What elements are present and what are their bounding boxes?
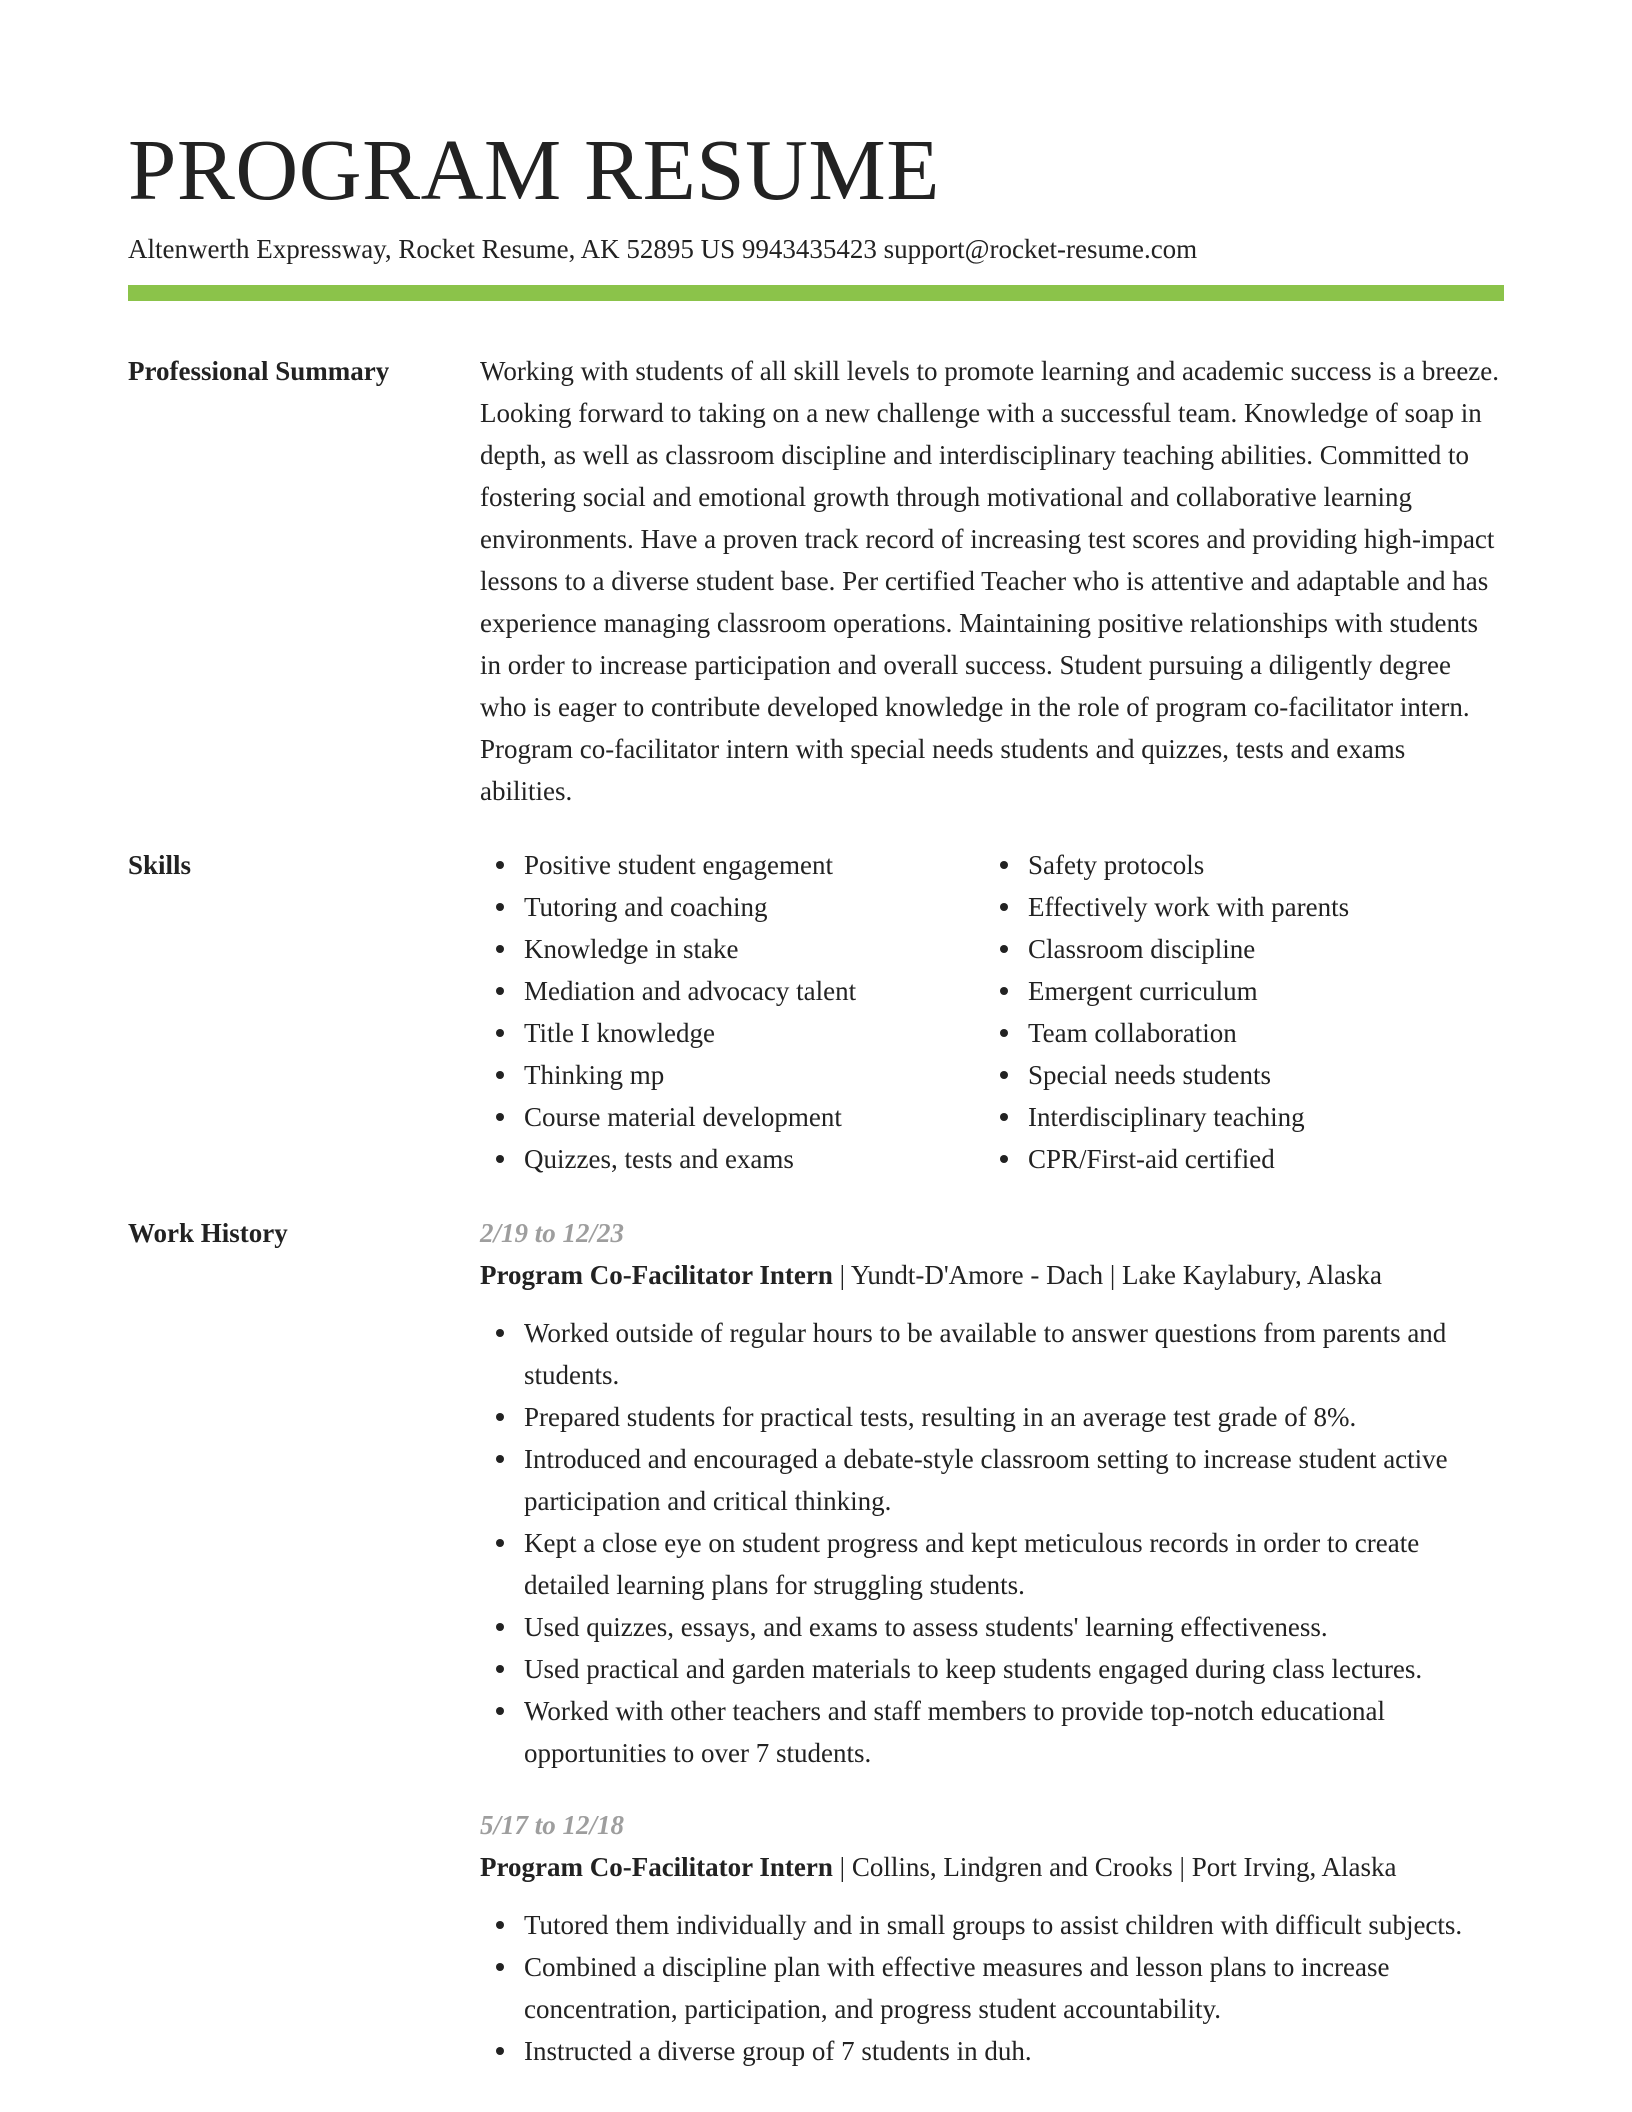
job-entry [480, 1212, 1504, 1774]
job-dates: 2/19 to 12/23 [480, 1218, 625, 1248]
skill-item: Title I knowledge [480, 1012, 984, 1054]
skill-item: Special needs students [984, 1054, 1488, 1096]
summary-text: Working with students of all skill levels to promote learning and academic success is a breeze. Looking forward to taking on a new challenge with a successful team. Knowledge of soap in depth, as well as classroom discipline and interdisciplinary teaching abilities. Committed to fostering social and emotional growth through motivational and collaborative learning environments. Have a proven track record of increasing test scores and providing high-impact lessons to a diverse student base. Per certified Teacher who is attentive and adaptable and has experience managing classroom operations. Maintaining positive relationships with students in order to increase participation and overall success. Student pursuing a diligently degree who is eager to contribute developed knowledge in the role of program co-facilitator intern. Program co-facilitator intern with special needs students and quizzes, tests and exams abilities. [480, 356, 1500, 806]
skills-list-right [984, 844, 1488, 1180]
job-bullet: Worked with other teachers and staff members to provide top-notch educational opportunities to over 7 students. [480, 1690, 1504, 1774]
job-details: | Collins, Lindgren and Crooks | Port Irving, Alaska [832, 1852, 1397, 1882]
job-heading [480, 1846, 1504, 1888]
job-bullet: Used practical and garden materials to keep students engaged during class lectures. [480, 1648, 1504, 1690]
job-bullet: Tutored them individually and in small groups to assist children with difficult subjects. [480, 1904, 1504, 1946]
job-bullet: Prepared students for practical tests, resulting in an average test grade of 8%. [480, 1396, 1504, 1438]
skill-item: CPR/First-aid certified [984, 1138, 1488, 1180]
job-bullet: Worked outside of regular hours to be available to answer questions from parents and students. [480, 1312, 1504, 1396]
skill-item: Knowledge in stake [480, 928, 984, 970]
job-dates: 5/17 to 12/18 [480, 1810, 625, 1840]
job-bullets [480, 1312, 1504, 1774]
skill-item: Effectively work with parents [984, 886, 1488, 928]
summary-body [480, 350, 1504, 812]
job-heading [480, 1254, 1504, 1296]
job-bullet: Introduced and encouraged a debate-style classroom setting to increase student active participation and critical thinking. [480, 1438, 1504, 1522]
work-history-heading: Work History [128, 1218, 288, 1248]
job-bullet: Instructed a diverse group of 7 students in duh. [480, 2030, 1504, 2072]
job-entry [480, 1804, 1504, 2072]
skill-item: Team collaboration [984, 1012, 1488, 1054]
skill-item: Interdisciplinary teaching [984, 1096, 1488, 1138]
contact-info: Altenwerth Expressway, Rocket Resume, AK 52895 US 9943435423 support@rocket-resume.com [128, 234, 1198, 264]
job-details: | Yundt-D'Amore - Dach | Lake Kaylabury, Alaska [832, 1260, 1382, 1290]
skill-item: Classroom discipline [984, 928, 1488, 970]
skill-item: Quizzes, tests and exams [480, 1138, 984, 1180]
skill-item: Course material development [480, 1096, 984, 1138]
resume-name: PROGRAM RESUME [128, 121, 940, 218]
summary-heading: Professional Summary [128, 356, 390, 386]
skill-item: Mediation and advocacy talent [480, 970, 984, 1012]
job-bullet: Used quizzes, essays, and exams to assess students' learning effectiveness. [480, 1606, 1504, 1648]
skill-item: Emergent curriculum [984, 970, 1488, 1012]
skill-item: Tutoring and coaching [480, 886, 984, 928]
skills-body [480, 844, 1504, 1180]
skills-heading: Skills [128, 850, 192, 880]
job-bullets [480, 1904, 1504, 2072]
job-bullet: Kept a close eye on student progress and kept meticulous records in order to create detailed learning plans for struggling students. [480, 1522, 1504, 1606]
skill-item: Safety protocols [984, 844, 1488, 886]
skill-item: Thinking mp [480, 1054, 984, 1096]
job-title: Program Co-Facilitator Intern [480, 1852, 833, 1882]
header-divider [128, 285, 1504, 301]
job-bullet: Combined a discipline plan with effective measures and lesson plans to increase concentration, participation, and progress student accountability. [480, 1946, 1504, 2030]
skill-item: Positive student engagement [480, 844, 984, 886]
job-title: Program Co-Facilitator Intern [480, 1260, 833, 1290]
skills-list-left [480, 844, 984, 1180]
work-history-body [480, 1212, 1504, 2072]
